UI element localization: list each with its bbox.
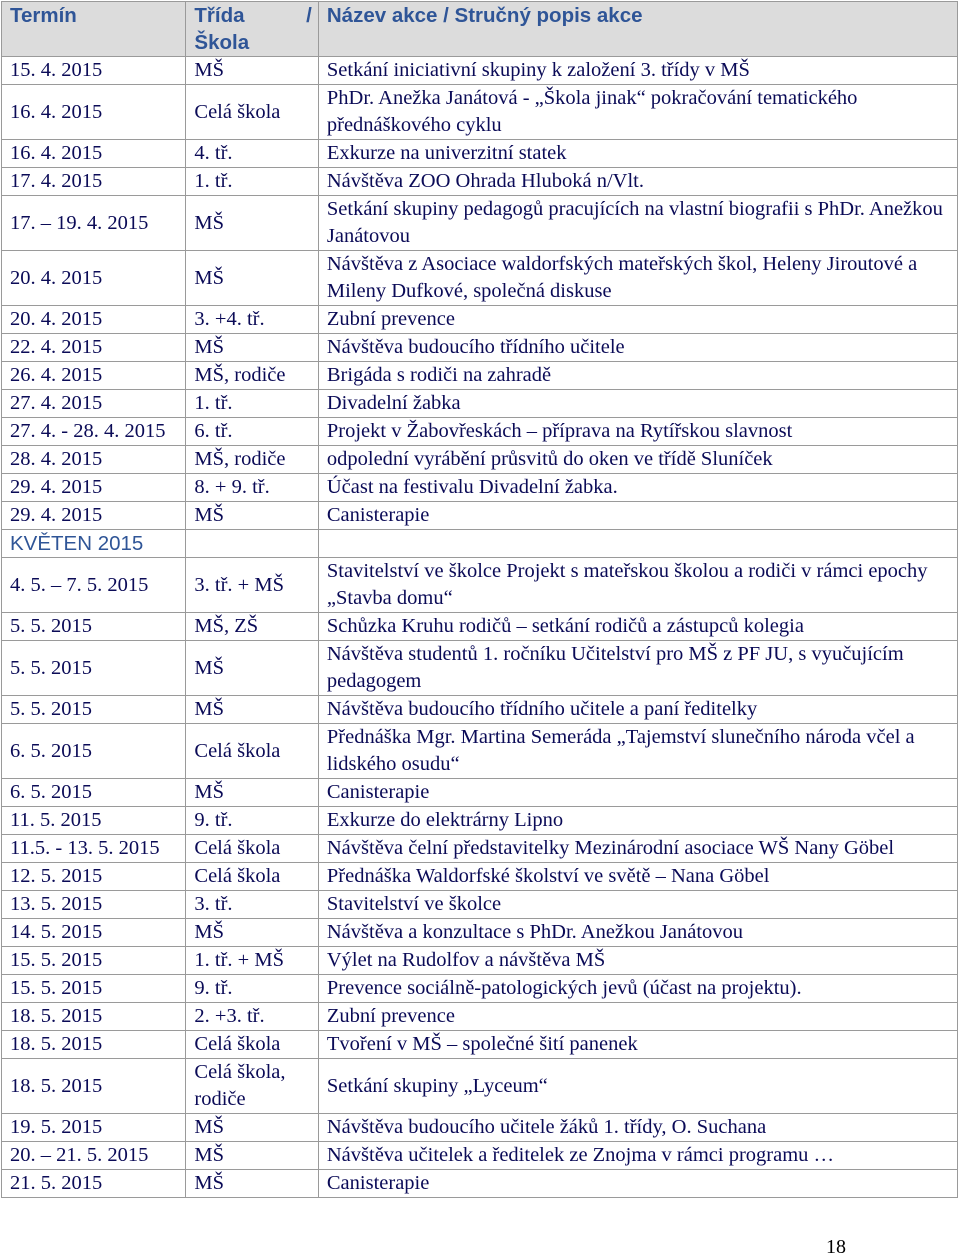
event-cell: Setkání iniciativní skupiny k založení 3. třídy v MŠ [318,57,957,85]
date-cell: 29. 4. 2015 [2,474,186,502]
event-cell: Setkání skupiny „Lyceum“ [318,1059,957,1114]
event-cell: Výlet na Rudolfov a návštěva MŠ [318,947,957,975]
date-cell: 19. 5. 2015 [2,1114,186,1142]
table-row [2,724,958,779]
header-class [186,2,318,57]
page-number: 18 [826,1236,846,1258]
table-row [2,1170,958,1198]
class-cell: 6. tř. [186,418,318,446]
header-event: Název akce / Stručný popis akce [318,2,957,57]
table-row [2,502,958,530]
class-cell: Celá škola [186,85,318,140]
table-row [2,1003,958,1031]
date-cell: 20. – 21. 5. 2015 [2,1142,186,1170]
date-cell: 27. 4. - 28. 4. 2015 [2,418,186,446]
class-cell: 8. + 9. tř. [186,474,318,502]
month-empty-cell [186,530,318,558]
date-cell: 6. 5. 2015 [2,724,186,779]
table-row [2,251,958,306]
table-row [2,85,958,140]
class-cell: MŠ [186,919,318,947]
class-cell: MŠ [186,502,318,530]
date-cell: 14. 5. 2015 [2,919,186,947]
date-cell: 6. 5. 2015 [2,779,186,807]
header-school-label: Škola [194,31,250,54]
table-row [2,891,958,919]
date-cell: 17. – 19. 4. 2015 [2,196,186,251]
date-cell: 28. 4. 2015 [2,446,186,474]
table-row [2,1114,958,1142]
date-cell: 20. 4. 2015 [2,306,186,334]
table-row [2,362,958,390]
date-cell: 27. 4. 2015 [2,390,186,418]
event-cell: Tvoření v MŠ – společné šití panenek [318,1031,957,1059]
table-header-row [2,2,958,57]
date-cell: 15. 5. 2015 [2,975,186,1003]
event-cell: Divadelní žabka [318,390,957,418]
date-cell: 18. 5. 2015 [2,1031,186,1059]
class-cell: MŠ [186,251,318,306]
event-cell: Canisterapie [318,1170,957,1198]
event-cell: Zubní prevence [318,306,957,334]
class-cell: MŠ, rodiče [186,362,318,390]
table-row [2,196,958,251]
table-row [2,919,958,947]
header-class-slash: / [306,4,312,27]
event-cell: Účast na festivalu Divadelní žabka. [318,474,957,502]
event-cell: Prevence sociálně-patologických jevů (účast na projektu). [318,975,957,1003]
table-row [2,779,958,807]
class-cell: MŠ [186,1170,318,1198]
month-label: KVĚTEN 2015 [2,530,186,558]
class-cell: 1. tř. + MŠ [186,947,318,975]
table-row [2,1142,958,1170]
event-cell: Přednáška Waldorfské školství ve světě – Nana Göbel [318,863,957,891]
class-cell: 1. tř. [186,390,318,418]
date-cell: 5. 5. 2015 [2,641,186,696]
date-cell: 22. 4. 2015 [2,334,186,362]
class-cell: Celá škola, rodiče [186,1059,318,1114]
event-cell: Zubní prevence [318,1003,957,1031]
table-row [2,390,958,418]
table-row [2,140,958,168]
class-cell: MŠ [186,196,318,251]
table-row [2,835,958,863]
event-cell: Návštěva budoucího třídního učitele a paní ředitelky [318,696,957,724]
class-cell: Celá škola [186,863,318,891]
month-section [2,530,958,558]
event-cell: Exkurze na univerzitní statek [318,140,957,168]
class-cell: MŠ [186,1114,318,1142]
date-cell: 11.5. - 13. 5. 2015 [2,835,186,863]
date-cell: 5. 5. 2015 [2,613,186,641]
date-cell: 15. 5. 2015 [2,947,186,975]
table-row [2,947,958,975]
class-cell: MŠ [186,779,318,807]
event-cell: Návštěva budoucího třídního učitele [318,334,957,362]
event-cell: Návštěva z Asociace waldorfských mateřských škol, Heleny Jiroutové a Mileny Dufkové, společná diskuse [318,251,957,306]
date-cell: 18. 5. 2015 [2,1003,186,1031]
date-cell: 13. 5. 2015 [2,891,186,919]
class-cell: MŠ, rodiče [186,446,318,474]
event-cell: Projekt v Žabovřeskách – příprava na Rytířskou slavnost [318,418,957,446]
table-row [2,696,958,724]
april-rows [2,57,958,530]
event-cell: Návštěva studentů 1. ročníku Učitelství pro MŠ z PF JU, s vyučujícím pedagogem [318,641,957,696]
event-cell: Návštěva čelní představitelky Mezinárodní asociace WŠ Nany Göbel [318,835,957,863]
class-cell: MŠ [186,57,318,85]
may-rows [2,558,958,1198]
table-row [2,558,958,613]
event-cell: Canisterapie [318,779,957,807]
table-row [2,1059,958,1114]
table-row [2,1031,958,1059]
class-cell: Celá škola [186,724,318,779]
event-cell: Setkání skupiny pedagogů pracujících na vlastní biografii s PhDr. Anežkou Janátovou [318,196,957,251]
class-cell: 4. tř. [186,140,318,168]
class-cell: MŠ [186,696,318,724]
event-cell: Brigáda s rodiči na zahradě [318,362,957,390]
event-cell: Návštěva a konzultace s PhDr. Anežkou Janátovou [318,919,957,947]
month-row [2,530,958,558]
event-cell: Návštěva budoucího učitele žáků 1. třídy, O. Suchana [318,1114,957,1142]
class-cell: 2. +3. tř. [186,1003,318,1031]
date-cell: 16. 4. 2015 [2,140,186,168]
event-cell: Stavitelství ve školce Projekt s mateřskou školou a rodiči v rámci epochy „Stavba domu“ [318,558,957,613]
class-cell: 3. tř. + MŠ [186,558,318,613]
table-row [2,446,958,474]
class-cell: 1. tř. [186,168,318,196]
date-cell: 20. 4. 2015 [2,251,186,306]
class-cell: MŠ [186,641,318,696]
table-row [2,641,958,696]
table-row [2,807,958,835]
table-row [2,168,958,196]
month-empty-cell [318,530,957,558]
date-cell: 21. 5. 2015 [2,1170,186,1198]
date-cell: 5. 5. 2015 [2,696,186,724]
header-class-label: Třída [194,4,245,27]
date-cell: 29. 4. 2015 [2,502,186,530]
date-cell: 26. 4. 2015 [2,362,186,390]
class-cell: Celá škola [186,835,318,863]
event-cell: odpolední vyrábění průsvitů do oken ve třídě Sluníček [318,446,957,474]
event-cell: Exkurze do elektrárny Lipno [318,807,957,835]
event-cell: Stavitelství ve školce [318,891,957,919]
table-row [2,306,958,334]
date-cell: 4. 5. – 7. 5. 2015 [2,558,186,613]
event-cell: Schůzka Kruhu rodičů – setkání rodičů a zástupců kolegia [318,613,957,641]
table-row [2,418,958,446]
schedule-table [1,1,958,1198]
class-cell: MŠ [186,334,318,362]
event-cell: Canisterapie [318,502,957,530]
table-row [2,975,958,1003]
event-cell: Přednáška Mgr. Martina Semeráda „Tajemství slunečního národa včel a lidského osudu“ [318,724,957,779]
table-row [2,57,958,85]
class-cell: 9. tř. [186,807,318,835]
header-date: Termín [2,2,186,57]
table-row [2,474,958,502]
class-cell: 3. +4. tř. [186,306,318,334]
class-cell: 9. tř. [186,975,318,1003]
event-cell: Návštěva ZOO Ohrada Hluboká n/Vlt. [318,168,957,196]
table-row [2,863,958,891]
class-cell: 3. tř. [186,891,318,919]
table-row [2,334,958,362]
date-cell: 12. 5. 2015 [2,863,186,891]
class-cell: MŠ, ZŠ [186,613,318,641]
date-cell: 11. 5. 2015 [2,807,186,835]
table-row [2,613,958,641]
event-cell: PhDr. Anežka Janátová - „Škola jinak“ pokračování tematického přednáškového cyklu [318,85,957,140]
event-cell: Návštěva učitelek a ředitelek ze Znojma v rámci programu … [318,1142,957,1170]
class-cell: MŠ [186,1142,318,1170]
class-cell: Celá škola [186,1031,318,1059]
date-cell: 18. 5. 2015 [2,1059,186,1114]
date-cell: 15. 4. 2015 [2,57,186,85]
date-cell: 17. 4. 2015 [2,168,186,196]
date-cell: 16. 4. 2015 [2,85,186,140]
